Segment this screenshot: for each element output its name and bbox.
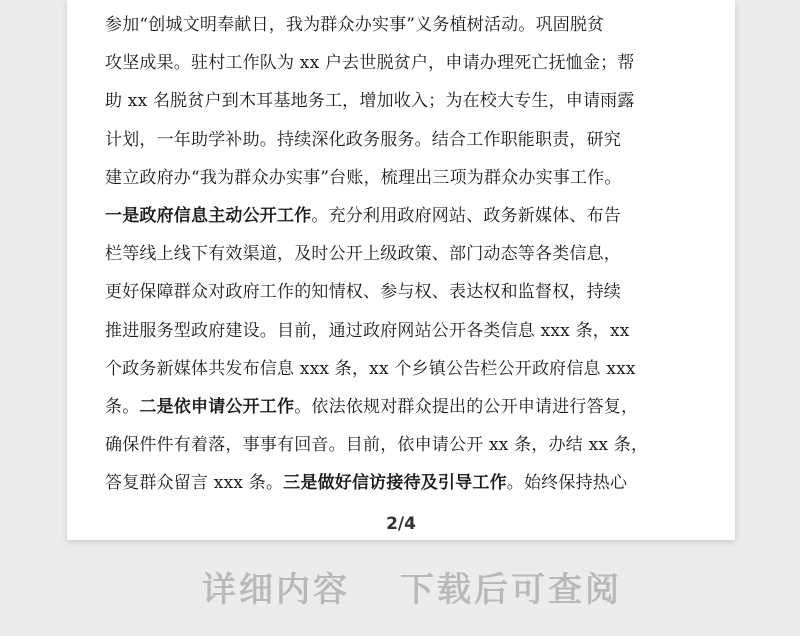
text-line: [105, 121, 699, 159]
body-text: 更好保障群众对政府工作的知情权、参与权、表达权和监督权，持续: [105, 282, 621, 303]
bold-heading-text: 一是政府信息主动公开工作: [105, 205, 312, 226]
bold-heading-text: 二是依申请公开工作: [139, 396, 295, 417]
text-line: [105, 388, 699, 426]
footer-banner: [0, 558, 800, 608]
body-text: 。依法依规对群众提出的公开申请进行答复，: [294, 396, 639, 417]
text-line: [105, 312, 699, 350]
download-to-view-label[interactable]: 下载后可查阅: [400, 570, 622, 610]
text-line: [105, 273, 699, 311]
body-text: 个政务新媒体共发布信息 xxx 条，xx 个乡镇公告栏公开政府信息 xxx: [105, 358, 636, 379]
text-line: [105, 464, 699, 502]
text-line: [105, 426, 699, 464]
body-text: 推进服务型政府建设。目前，通过政府网站公开各类信息 xxx 条，xx: [105, 320, 630, 341]
body-text: 计划，一年助学补助。持续深化政务服务。结合工作职能职责，研究: [105, 129, 621, 150]
text-line: [105, 82, 699, 120]
text-line: [105, 159, 699, 197]
bold-heading-text: 三是做好信访接待及引导工作: [283, 473, 507, 494]
body-text: 栏等线上线下有效渠道，及时公开上级政策、部门动态等各类信息，: [105, 244, 621, 265]
body-text: 助 xx 名脱贫户到木耳基地务工，增加收入；为在校大专生，申请雨露: [105, 91, 635, 112]
text-line: [105, 44, 699, 82]
body-text: 确保件件有着落，事事有回音。目前，依申请公开 xx 条，办结 xx 条，: [105, 435, 649, 456]
body-text: 。充分利用政府网站、政务新媒体、布告: [311, 205, 622, 226]
text-line: [105, 350, 699, 388]
page-number: 2/4: [386, 514, 416, 534]
text-line: [105, 6, 699, 44]
body-text: 答复群众留言 xxx 条。: [105, 473, 284, 494]
body-text: 。始终保持热心: [506, 473, 628, 494]
body-text: 建立政府办“我为群众办实事”台账，梳理出三项为群众办实事工作。: [105, 167, 622, 188]
body-text: 攻坚成果。驻村工作队为 xx 户去世脱贫户，申请办理死亡抚恤金；帮: [105, 53, 635, 74]
text-line: [105, 235, 699, 273]
text-line: [105, 197, 699, 235]
document-body: [105, 6, 699, 502]
body-text: 条。: [105, 396, 140, 417]
document-page: [67, 0, 735, 540]
body-text: 参加“创城文明奉献日，我为群众办实事”义务植树活动。巩固脱贫: [105, 15, 605, 35]
detail-content-label[interactable]: 详细内容: [202, 570, 350, 610]
